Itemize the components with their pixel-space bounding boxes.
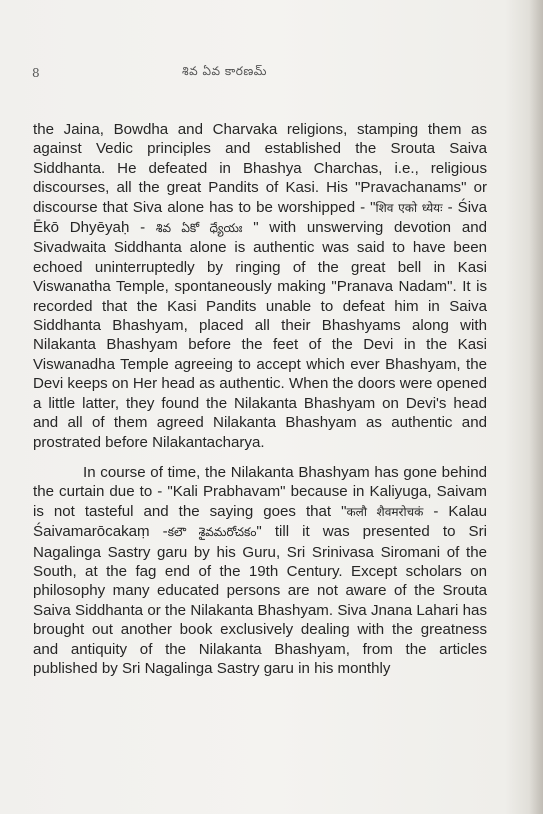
paragraph-2-text: In course of time, the Nilakanta Bhashyam has gone behind the curtain due to - "Kali Prabhavam" because in Kaliyuga, Saivam is not tasteful and the saying goes that " <box>33 463 487 520</box>
paragraph-2-continued: " till it was presented to Sri Nagalinga Sastry garu by his Guru, Sri Srinivasa Siromani of the South, at the fag end of the 19th Century. Except scholars on philosophy many educated persons are not aware of the Srouta Saiva Siddhanta or the Nilakanta Bhashyam. Siva Jnana Lahari has brought out another book exclusively dealing with the greatness and antiquity of the Nilakanta Bhashyam, from the articles published by Sri Nagalinga Sastry garu in his monthly <box>33 523 487 677</box>
devanagari-quote: शिव एको ध्येयः <box>375 200 443 215</box>
body-text <box>33 120 487 678</box>
paragraph-1 <box>33 120 487 452</box>
page-number: 8 <box>32 66 40 80</box>
telugu-quote: శివ ఏకో ధ్యేయః <box>155 221 243 236</box>
transliteration: - Śiva Ēkō Dhyēyaḥ - <box>33 198 488 237</box>
devanagari-quote: कलौ शैवमरोचकं <box>346 504 424 519</box>
transliteration: - Kalau Śaivamarōcakaṃ - <box>33 502 488 541</box>
paragraph-1-text: the Jaina, Bowdha and Charvaka religions, stamping them as against Vedic principles and established the Srouta Saiva Siddhanta. He defeated in Bhashya Charchas, i.e., religious discourses, all the great Pandits of Kasi. His "Pravachanams" or discourse that Siva alone has to be worshipped - " <box>33 121 487 216</box>
page-edge-shadow <box>529 0 543 814</box>
paragraph-2 <box>33 463 487 678</box>
paragraph-1-continued: " with unswerving devotion and Sivadwaita Siddhanta alone is authentic was said to have been echoed uninterruptedly by ringing of the great bell in Kasi Viswanatha Temple, spontaneously making "Pranava Nadam". It is recorded that the Kasi Pandits unable to defeat him in Saiva Siddhanta Bhashyam, placed all their Bhashyams along with Nilakanta Bhashyam before the feet of the Devi in the Kasi Viswanadha Temple agreeing to accept which ever Bhashyam, the Devi keeps on Her head as authentic. When the doors were opened a little latter, they found the Nilakanta Bhashyam on Devi's head and all of them agreed Nilakanta Bhashyam as authentic and prostrated before Nilakantacharya. <box>33 219 488 451</box>
page-header <box>32 66 512 86</box>
running-title: శివ ఏవ కారణమ్ <box>182 64 267 78</box>
telugu-quote: కలౌ శైవమరోచకం <box>167 525 257 540</box>
